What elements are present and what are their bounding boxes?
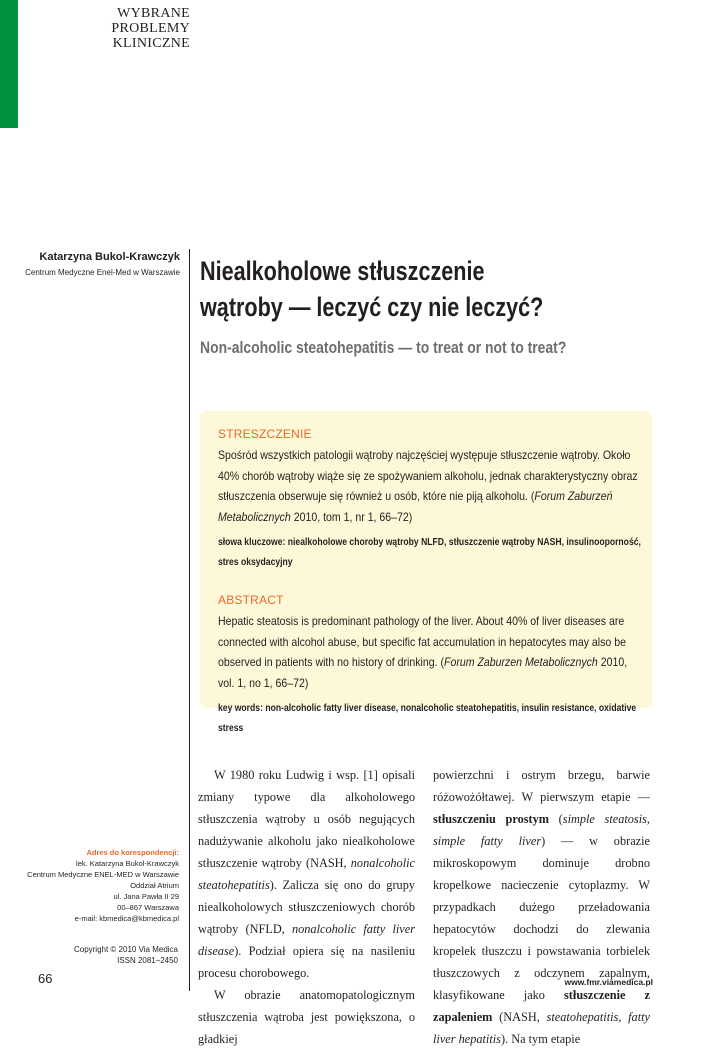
correspondence-email: e-mail: kbmedica@kbmedica.pl <box>74 914 179 923</box>
body-paragraph <box>433 764 650 1050</box>
body-text: ( <box>549 812 563 826</box>
abstract-content <box>218 427 643 739</box>
body-text: powierzchni i ostrym brzegu, barwie różowożółtawej. W pierwszym etapie — <box>433 768 650 804</box>
abstract-en-citation: 2010, vol. 1, no 1, 66–72) <box>218 655 628 690</box>
copyright-block <box>30 944 178 966</box>
abstract-pl-text <box>218 445 643 527</box>
body-text: ). Podział opiera się na nasileniu procesu chorobowego. <box>198 944 415 980</box>
column-divider <box>189 249 190 991</box>
correspondence-line: 00–867 Warszawa <box>117 903 179 912</box>
body-italic: steatohepatitis, fatty liver hepatitis <box>433 1010 650 1046</box>
body-paragraph <box>198 764 415 984</box>
body-text: (NASH, <box>492 1010 547 1024</box>
abstract-en-text <box>218 611 643 693</box>
author-affiliation: Centrum Medyczne Enel-Med w Warszawie <box>25 268 180 277</box>
article-subtitle: Non-alcoholic steatohepatitis — to treat or not to treat? <box>200 338 567 357</box>
abstract-pl-heading: STRESZCZENIE <box>218 427 312 441</box>
copyright-line: Copyright © 2010 Via Medica <box>73 945 178 954</box>
page-number: 66 <box>38 971 53 986</box>
body-bold: stłuszczeniu prostym <box>433 812 550 826</box>
abstract-en-body: Hepatic steatosis is predominant pathology of the liver. About 40% of liver diseases are connected with alcohol abuse, but specific fat accumulation in hepatocytes may also be observed in patients with no history of drinking. ( <box>218 614 626 669</box>
body-italic: simple steatosis, simple fatty liver <box>433 812 650 848</box>
correspondence-line: Centrum Medyczne ENEL-MED w Warszawie <box>27 870 179 879</box>
author-name: Katarzyna Bukol-Krawczyk <box>39 251 180 263</box>
abstract-pl-journal: Forum Zaburzeń Metabolicznych <box>218 489 613 524</box>
correspondence-line: ul. Jana Pawła II 29 <box>113 892 179 901</box>
abstract-box <box>200 411 652 734</box>
body-text: ). Zalicza się ono do grupy niealkoholowych stłuszczeniowych chorób wątroby (NFLD, <box>198 878 415 936</box>
abstract-en-journal: Forum Zaburzen Metabolicznych <box>443 655 598 669</box>
body-column-left <box>198 764 415 1050</box>
body-italic: nonalcoholic steatohepatitis <box>198 856 415 892</box>
correspondence-line: lek. Katarzyna Bukol-Krawczyk <box>76 859 179 868</box>
article-title: Niealkoholowe stłuszczenie wątroby — leczyć czy nie leczyć? <box>200 256 544 322</box>
issn-line: ISSN 2081–2450 <box>117 956 178 965</box>
body-text: W 1980 roku Ludwig i wsp. [1] opisali zmiany typowe dla alkoholowego stłuszczenia wątroby u osób negujących nadużywanie alkoholu jako niealkoholowe stłuszczenie wątroby (NASH, <box>198 768 415 870</box>
section-color-bar <box>0 0 18 128</box>
body-paragraph: W obrazie anatomopatologicznym stłuszczenia wątroba jest powiększona, o gładkiej <box>198 988 415 1046</box>
abstract-pl-keywords: słowa kluczowe: niealkoholowe choroby wątroby NLFD, stłuszczenie wątroby NASH, insulinooporność, stres oksydacyjny <box>218 537 641 568</box>
body-bold: stłuszczenie z zapaleniem <box>433 988 651 1024</box>
abstract-pl-body: Spośród wszystkich patologii wątroby najczęściej występuje stłuszczenie wątroby. Około 40% chorób wątroby wiąże się ze spożywaniem alkoholu, jednak charakterystyczny obraz stłuszczenia obserwuje się również u osób, które nie piją alkoholu. ( <box>218 448 638 503</box>
body-column-right <box>433 764 650 1050</box>
correspondence-heading: Adres do korespondencji: <box>86 848 179 857</box>
body-italic: nonalcoholic fatty liver disease <box>198 922 415 958</box>
journal-url[interactable]: www.fmr.viamedica.pl <box>564 977 653 987</box>
abstract-pl-citation: 2010, tom 1, nr 1, 66–72) <box>290 509 413 524</box>
abstract-en-heading: ABSTRACT <box>218 593 284 607</box>
body-text: ) — w obrazie mikroskopowym dominuje drobno kropelkowe nacieczenie cytoplazmy. W przypadkach dużego przeładowania hepatocytów dochodzi do zlewania kropelek tłuszczu i powstawania torbielek tłuszczowych z odczynem zapalnym, klasyfikowane jako <box>433 834 650 1002</box>
correspondence-line: Oddział Atrium <box>130 881 179 890</box>
abstract-en-keywords: key words: non-alcoholic fatty liver disease, nonalcoholic steatohepatitis, insulin resistance, oxidative stress <box>218 703 637 734</box>
section-label: WYBRANE PROBLEMY KLINICZNE <box>111 6 190 51</box>
body-text: ). Na tym etapie <box>500 1032 581 1046</box>
correspondence-address <box>20 847 179 924</box>
